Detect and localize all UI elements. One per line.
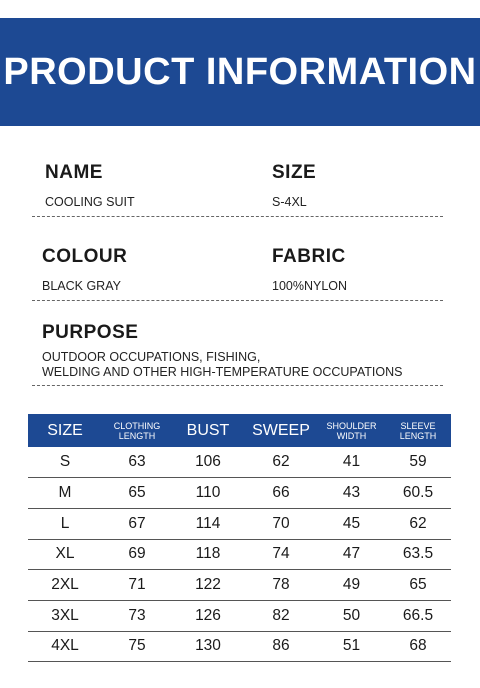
header-line: SHOULDER	[326, 420, 377, 431]
table-cell: L	[28, 508, 102, 539]
divider	[32, 300, 443, 301]
header-banner	[0, 18, 480, 126]
size-chart-table	[28, 414, 451, 662]
table-cell: 73	[102, 600, 172, 631]
fabric-label: FABRIC	[272, 246, 346, 267]
table-cell: 43	[318, 478, 385, 509]
table-cell: 63	[102, 447, 172, 478]
table-cell: 4XL	[28, 631, 102, 662]
table-cell: M	[28, 478, 102, 509]
table-cell: 3XL	[28, 600, 102, 631]
header-sleeve-length	[385, 414, 451, 447]
header-bust: BUST	[172, 414, 244, 447]
table-cell: 67	[102, 508, 172, 539]
divider	[32, 385, 443, 386]
table-cell: 69	[102, 539, 172, 570]
table-cell: 65	[385, 570, 451, 601]
purpose-field	[42, 322, 402, 380]
header-sweep: SWEEP	[244, 414, 318, 447]
colour-label: COLOUR	[42, 246, 128, 267]
table-header-row	[28, 414, 451, 447]
header-clothing-length	[102, 414, 172, 447]
table-cell: 66	[244, 478, 318, 509]
table-row	[28, 600, 451, 631]
table-cell: 62	[385, 508, 451, 539]
table-cell: 71	[102, 570, 172, 601]
table-cell: 68	[385, 631, 451, 662]
table-cell: 62	[244, 447, 318, 478]
size-table-body	[28, 447, 451, 662]
table-cell: 41	[318, 447, 385, 478]
table-cell: 65	[102, 478, 172, 509]
table-cell: 130	[172, 631, 244, 662]
purpose-label: PURPOSE	[42, 322, 139, 343]
table-cell: 59	[385, 447, 451, 478]
colour-value: BLACK GRAY	[42, 279, 121, 293]
header-line: WIDTH	[336, 430, 367, 441]
table-cell: 60.5	[385, 478, 451, 509]
fabric-value: 100%NYLON	[272, 279, 348, 293]
table-row	[28, 539, 451, 570]
size-value: S-4XL	[272, 195, 307, 209]
table-cell: 45	[318, 508, 385, 539]
page-title: PRODUCT INFORMATION	[3, 50, 477, 93]
name-label: NAME	[45, 162, 103, 183]
purpose-line: WELDING AND OTHER HIGH-TEMPERATURE OCCUPATIONS	[42, 365, 403, 379]
header-shoulder-width	[318, 414, 385, 447]
header-line: LENGTH	[118, 430, 156, 441]
table-cell: 70	[244, 508, 318, 539]
table-row	[28, 508, 451, 539]
table-cell: 50	[318, 600, 385, 631]
fabric-field	[272, 246, 347, 293]
table-row	[28, 447, 451, 478]
table-cell: 75	[102, 631, 172, 662]
table-cell: 86	[244, 631, 318, 662]
table-cell: 110	[172, 478, 244, 509]
header-line: LENGTH	[399, 430, 437, 441]
size-label: SIZE	[272, 162, 317, 183]
name-value: COOLING SUIT	[45, 195, 135, 209]
table-cell: 122	[172, 570, 244, 601]
table-cell: 47	[318, 539, 385, 570]
size-field	[272, 162, 316, 209]
header-size: SIZE	[28, 414, 102, 447]
purpose-value	[42, 350, 402, 380]
table-cell: 74	[244, 539, 318, 570]
name-field	[45, 162, 135, 209]
purpose-line: OUTDOOR OCCUPATIONS, FISHING,	[42, 350, 261, 364]
table-cell: XL	[28, 539, 102, 570]
header-line: SLEEVE	[400, 420, 436, 431]
table-cell: 114	[172, 508, 244, 539]
table-cell: 106	[172, 447, 244, 478]
table-row	[28, 570, 451, 601]
table-cell: 126	[172, 600, 244, 631]
table-cell: 2XL	[28, 570, 102, 601]
table-cell: 66.5	[385, 600, 451, 631]
table-cell: 82	[244, 600, 318, 631]
table-row	[28, 631, 451, 662]
table-cell: 118	[172, 539, 244, 570]
table-cell: 78	[244, 570, 318, 601]
table-cell: S	[28, 447, 102, 478]
table-row	[28, 478, 451, 509]
colour-field	[42, 246, 127, 293]
table-cell: 49	[318, 570, 385, 601]
top-margin	[0, 0, 480, 18]
divider	[32, 216, 443, 217]
header-line: CLOTHING	[113, 420, 161, 431]
table-cell: 51	[318, 631, 385, 662]
table-cell: 63.5	[385, 539, 451, 570]
